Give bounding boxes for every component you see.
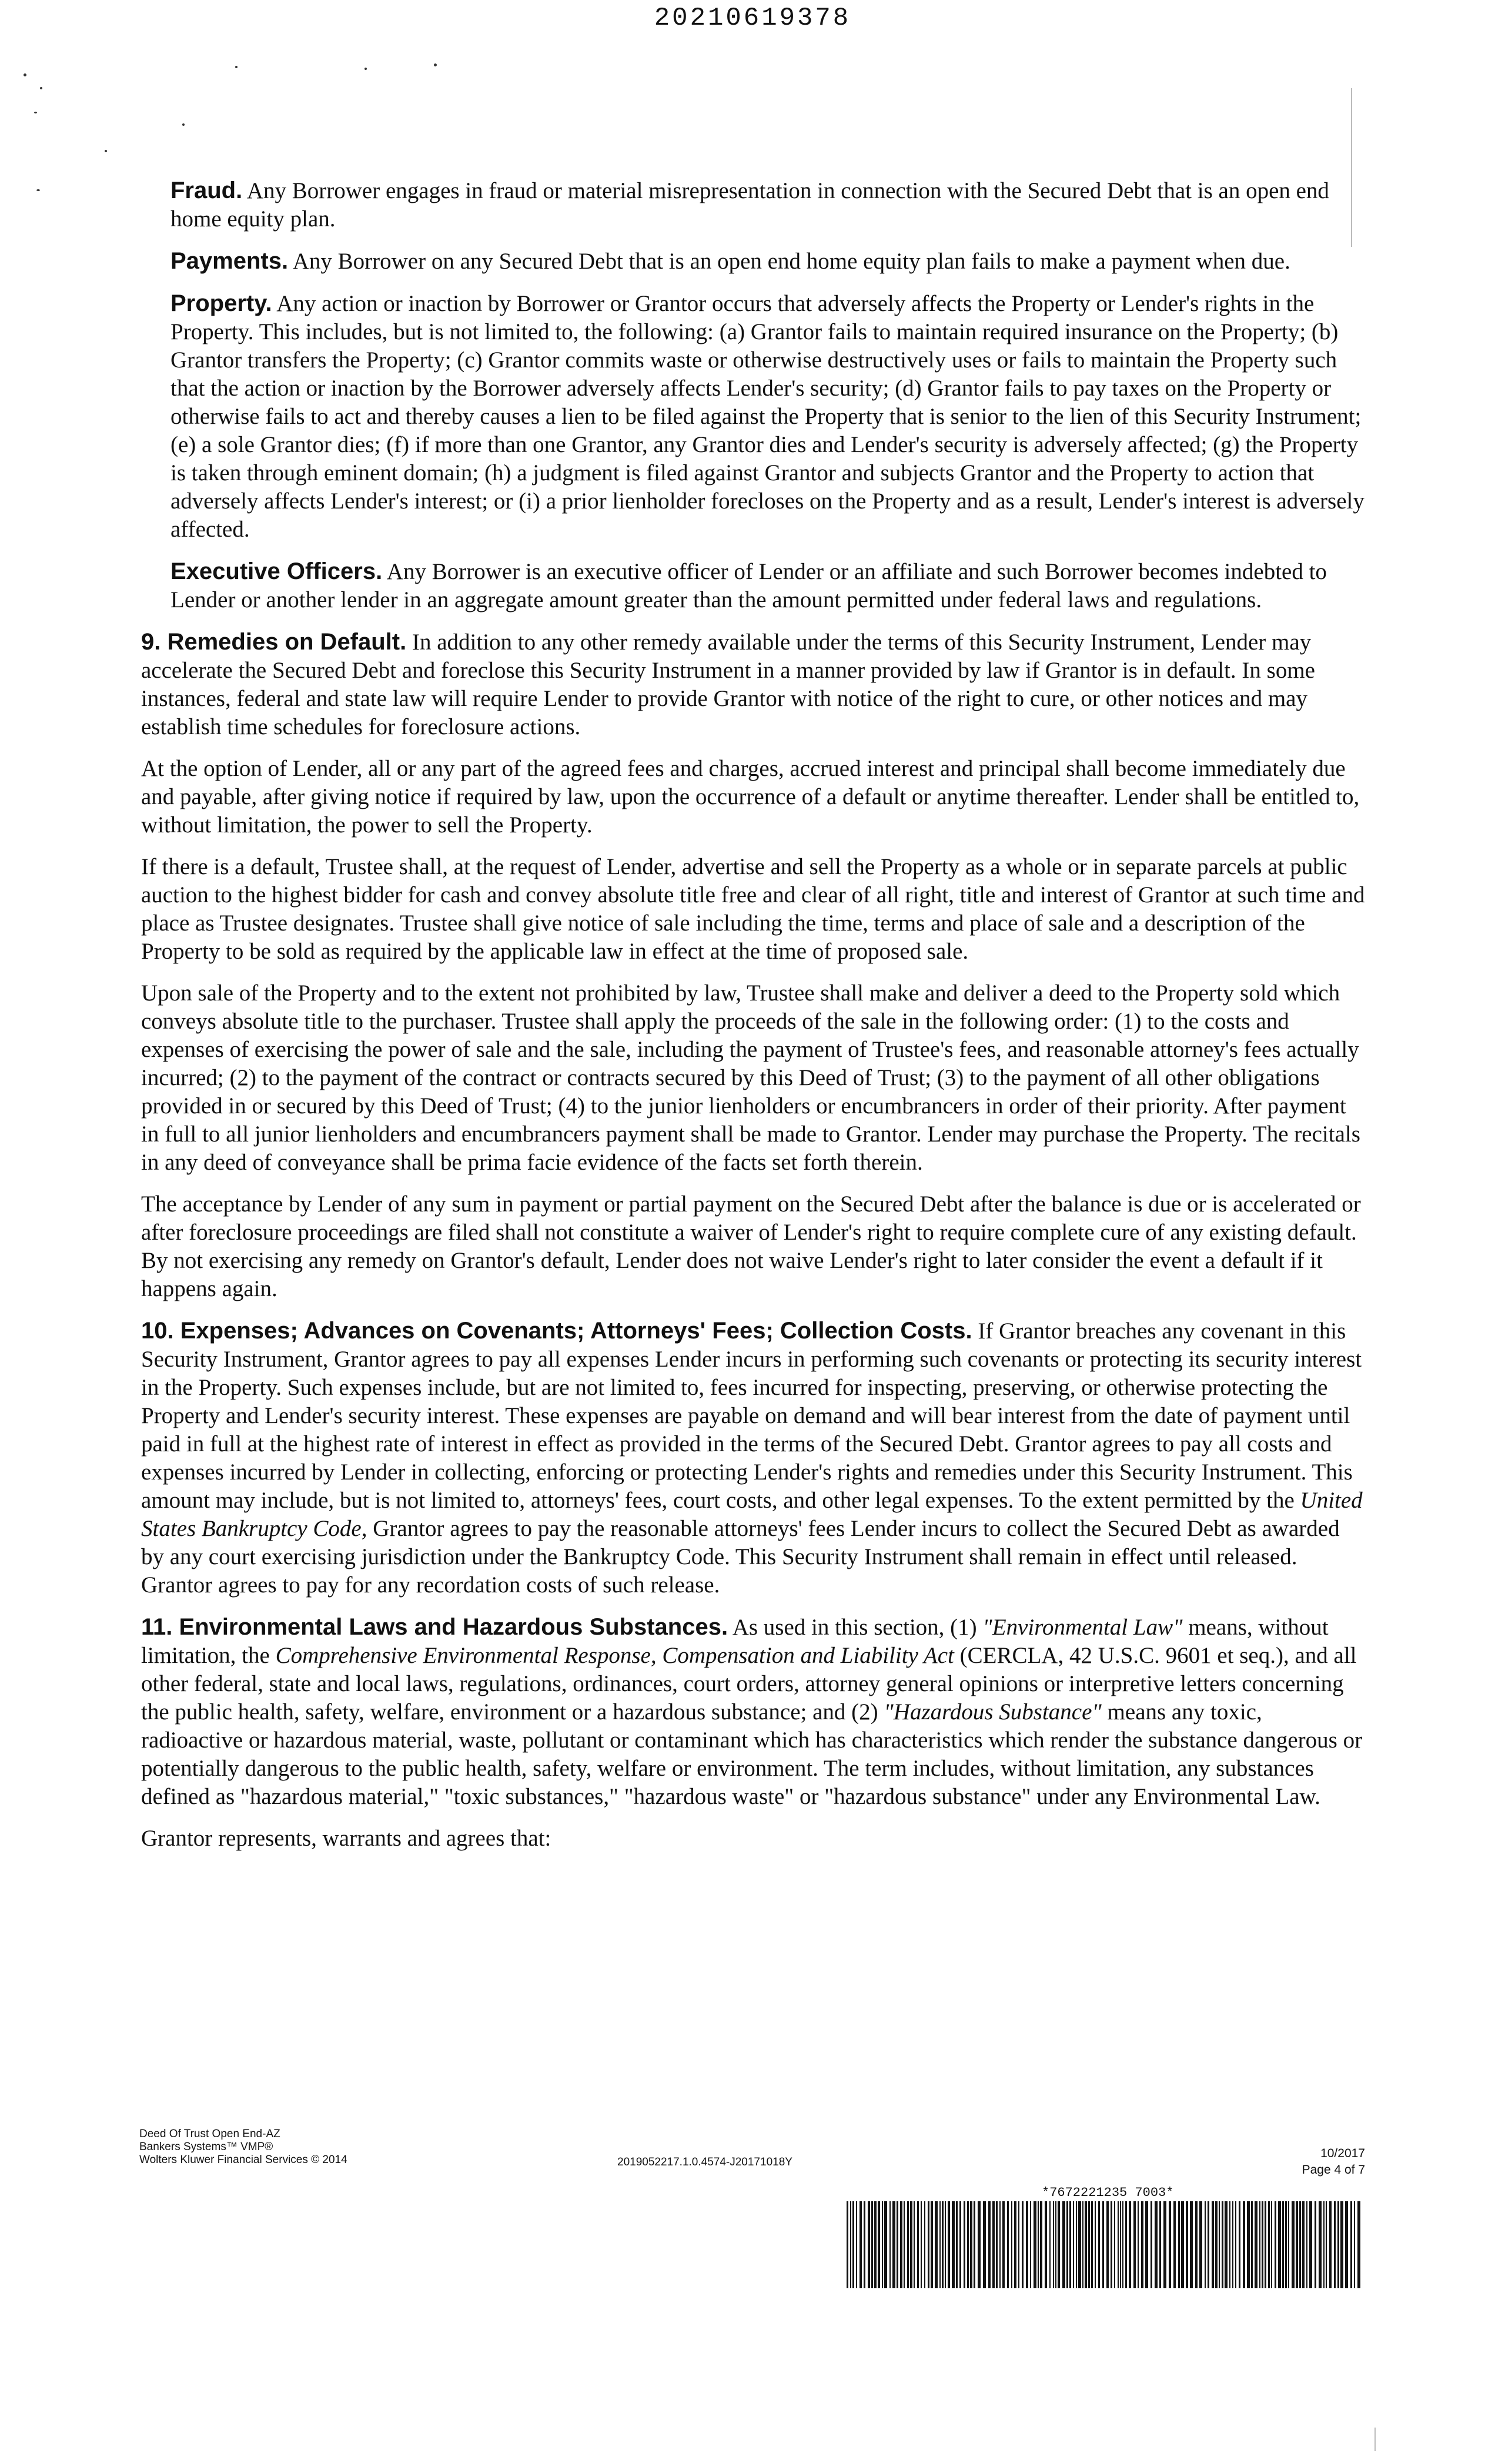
barcode-bar [935, 2201, 938, 2288]
recording-number: 20210619378 [654, 4, 851, 33]
barcode-bar [1088, 2201, 1090, 2288]
barcode-bar [1098, 2201, 1100, 2288]
section-text: Any Borrower engages in fraud or material misrepresentation in connection with the Secured Debt that is an open end home equity plan. [170, 178, 1329, 232]
barcode-bar [1078, 2201, 1081, 2288]
section-heading: 11. Environmental Laws and Hazardous Substances. [141, 1614, 728, 1640]
barcode-bar [874, 2201, 877, 2288]
barcode-bar [1288, 2201, 1289, 2288]
barcode-bar [1199, 2201, 1202, 2288]
barcode-bar [1073, 2201, 1074, 2288]
barcode-bar [1069, 2201, 1071, 2288]
barcode-bar [1190, 2201, 1193, 2288]
scan-speck [24, 73, 26, 76]
footer-doc-code: 2019052217.1.0.4574-J20171018Y [617, 2156, 792, 2168]
barcode-bar [1133, 2201, 1136, 2288]
barcode-bar [1345, 2201, 1348, 2288]
barcode-bar [1319, 2201, 1322, 2288]
barcode-bar [1262, 2201, 1263, 2288]
paragraph-text: At the option of Lender, all or any part of the agreed fees and charges, accrued interest and principal shall become immediately due and payable, after giving notice if required by law, upon the occurrence of a default or anytime thereafter. Lender shall be entitled to, without limitation, the power to sell the Property. [141, 756, 1360, 838]
barcode-bar [1040, 2201, 1042, 2288]
scan-speck [364, 68, 367, 70]
barcode-bar [1038, 2201, 1039, 2288]
barcode-bar [1326, 2201, 1327, 2288]
barcode-bar [1026, 2201, 1028, 2288]
barcode-bar [988, 2201, 991, 2288]
barcode-bar [850, 2201, 851, 2288]
paragraph-grantor-represents [141, 1824, 1367, 1853]
barcode-bar [1095, 2201, 1096, 2288]
barcode-bar [931, 2201, 933, 2288]
scan-speck [434, 63, 437, 66]
barcode-bar [939, 2201, 941, 2288]
section-text: (CERCLA, 42 U.S.C. 9601 et seq.), and all other federal, state and local laws, regulations, ordinances, court orders, attorney general opinions or interpretive letters concerning the public health, safety, welfare, environment or a hazardous substance; and (2) [141, 1643, 1357, 1725]
barcode-bar [1151, 2201, 1152, 2288]
barcode-bar [892, 2201, 895, 2288]
barcode-bar [1340, 2201, 1343, 2288]
barcode-bar [1357, 2201, 1360, 2288]
footer-publisher: Bankers Systems™ VMP® [139, 2141, 273, 2153]
section-text-italic: Comprehensive Environmental Response, Compensation and Liability Act [275, 1643, 954, 1668]
barcode-bar [1102, 2201, 1104, 2288]
footer-form-name: Deed Of Trust Open End-AZ [139, 2128, 280, 2140]
barcode-bar [884, 2201, 887, 2288]
barcode-bar [1118, 2201, 1119, 2288]
barcode-bar [942, 2201, 944, 2288]
section-text: Grantor agrees to pay the reasonable attorneys' fees Lender incurs to collect the Secured Debt as awarded by any court exercising jurisdiction under the Bankruptcy Code. This Security Instrument shall remain in effect until released. Grantor agrees to pay for any recordation costs of such release. [141, 1516, 1340, 1598]
footer-page-info [1302, 2145, 1365, 2178]
barcode-bar [847, 2201, 848, 2288]
barcode-bar [868, 2201, 870, 2288]
barcode-bar [1055, 2201, 1056, 2288]
barcode-bar [1354, 2201, 1355, 2288]
section-text: Any action or inaction by Borrower or Grantor occurs that adversely affects the Property or Lender's rights in the Property. This includes, but is not limited to, the following: (a) Grantor fails to maintain required insurance on the Property; (b) Grantor transfers the Property; (c) Grantor commits waste or otherwise destructively uses or fails to maintain the Property such that the action or inaction by the Borrower adversely affects Lender's security; (d) Grantor fails to pay taxes on the Property or otherwise fails to act and thereby causes a lien to be filed against the Property that is senior to the lien of this Security Instrument; (e) a sole Grantor dies; (f) if more than one Grantor, any Grantor dies and Lender's security is adversely affected; (g) the Property is taken through eminent domain; (h) a judgment is filed against Grantor and subjects Grantor and the Property to action that adversely affects Lender's interest; or (i) a prior lienholder forecloses on the Property and as a result, Lender's interest is adversely affected. [170, 291, 1364, 542]
barcode-bar [1337, 2201, 1339, 2288]
section-executive-officers [170, 557, 1367, 614]
paragraph-option-of-lender [141, 755, 1367, 839]
barcode-bar [1208, 2201, 1209, 2288]
barcode-bar [945, 2201, 946, 2288]
barcode-bar [1247, 2201, 1250, 2288]
barcode-bar [1296, 2201, 1298, 2288]
section-heading: Fraud. [170, 178, 243, 203]
barcode-bar [1178, 2201, 1180, 2288]
barcode [847, 2201, 1364, 2288]
barcode-bar [856, 2201, 857, 2288]
barcode-bar [970, 2201, 972, 2288]
scan-speck [235, 66, 238, 68]
barcode-bar [878, 2201, 880, 2288]
barcode-bar [1306, 2201, 1307, 2288]
barcode-bar [967, 2201, 969, 2288]
barcode-bar [948, 2201, 950, 2288]
section-text: In addition to any other remedy available under the terms of this Security Instrument, Lender may accelerate the Secured Debt and foreclose this Security Instrument in a manner provided by law if Grantor is in default. In some instances, federal and state law will require Lender to provide Grantor with notice of the right to cure, or other notices and may establish time schedules for foreclosure actions. [141, 630, 1315, 739]
section-heading: 10. Expenses; Advances on Covenants; Attorneys' Fees; Collection Costs. [141, 1318, 972, 1344]
barcode-bar [1062, 2201, 1065, 2288]
barcode-bar [1251, 2201, 1253, 2288]
barcode-bar [910, 2201, 912, 2288]
barcode-bar [1309, 2201, 1312, 2288]
scan-speck [105, 150, 107, 152]
footer-copyright: Wolters Kluwer Financial Services © 2014 [139, 2154, 347, 2166]
barcode-bar [999, 2201, 1001, 2288]
barcode-bar [1232, 2201, 1233, 2288]
barcode-bar [1114, 2201, 1115, 2288]
section-text: Any Borrower on any Secured Debt that is an open end home equity plan fails to make a payment when due. [292, 249, 1290, 274]
barcode-bar [1145, 2201, 1148, 2288]
barcode-bar [1053, 2201, 1054, 2288]
section-payments [170, 247, 1367, 276]
section-heading: Property. [170, 290, 272, 316]
barcode-bar [907, 2201, 909, 2288]
barcode-bar [921, 2201, 922, 2288]
barcode-bar [978, 2201, 981, 2288]
footer-revision: 10/2017 [1320, 2147, 1365, 2160]
barcode-bar [889, 2201, 891, 2288]
barcode-bar [1275, 2201, 1276, 2288]
section-text: As used in this section, (1) [732, 1615, 977, 1640]
barcode-bar [1195, 2201, 1198, 2288]
barcode-bar [1315, 2201, 1316, 2288]
paragraph-text: If there is a default, Trustee shall, at the request of Lender, advertise and sell the Property as a whole or in separate parcels at public auction to the highest bidder for cash and convey absolute title free and clear of all right, title and interest of Grantor at such time and place as Trustee designates. Trustee shall give notice of sale including the time, terms and place of sale and a description of the Property to be sold as required by the applicable law in effect at the time of proposed sale. [141, 854, 1365, 964]
barcode-bar [956, 2201, 958, 2288]
section-property [170, 289, 1367, 544]
barcode-bar [1125, 2201, 1127, 2288]
footer-page-number: Page 4 of 7 [1302, 2163, 1365, 2177]
document-body [141, 176, 1367, 1866]
barcode-bar [1111, 2201, 1112, 2288]
barcode-bar [1186, 2201, 1188, 2288]
barcode-bar [1163, 2201, 1166, 2288]
barcode-bar [1058, 2201, 1060, 2288]
barcode-bar [1022, 2201, 1024, 2288]
barcode-bar [1265, 2201, 1266, 2288]
barcode-bar [1255, 2201, 1257, 2288]
barcode-bar [917, 2201, 919, 2288]
section-text: If Grantor breaches any covenant in this Security Instrument, Grantor agrees to pay all expenses Lender incurs in performing such covenants or protecting its security interest in the Property. Such expenses include, but are not limited to, fees incurred for inspecting, preserving, or otherwise protecting the Property and Lender's security interest. These expenses are payable on demand and will bear interest from the date of payment until paid in full at the highest rate of interest in effect as provided in the terms of the Secured Debt. Grantor agrees to pay all costs and expenses incurred by Lender in collecting, enforcing or protecting Lender's rights and remedies under this Security Instrument. This amount may include, but is not limited to, attorneys' fees, court costs, and other legal expenses. To the extent permitted by the [141, 1318, 1362, 1513]
barcode-bar [859, 2201, 862, 2288]
scan-speck [34, 112, 37, 113]
barcode-bar [1138, 2201, 1139, 2288]
section-heading: Payments. [170, 248, 289, 274]
barcode-bar [983, 2201, 986, 2288]
barcode-text: *7672221235 7003* [1039, 2185, 1176, 2200]
barcode-bar [1049, 2201, 1051, 2288]
barcode-bar [1066, 2201, 1068, 2288]
section-text: means any toxic, radioactive or hazardous material, waste, pollutant or contaminant which has characteristics which render the substance dangerous or potentially dangerous to the public health, safety, welfare or environment. The term includes, without limitation, any substances defined as "hazardous material," "toxic substances," "hazardous waste" or "hazardous substance" under any Environmental Law. [141, 1699, 1363, 1809]
section-heading: 9. Remedies on Default. [141, 629, 407, 655]
barcode-bar [1155, 2201, 1158, 2288]
section-text-italic: United States Bankruptcy Code, [141, 1488, 1363, 1541]
barcode-bar [1212, 2201, 1214, 2288]
scan-edge-line [1374, 2428, 1376, 2451]
barcode-bar [1271, 2201, 1272, 2288]
barcode-bar [1159, 2201, 1161, 2288]
barcode-bar [1268, 2201, 1270, 2288]
barcode-bar [1205, 2201, 1206, 2288]
barcode-bar [959, 2201, 961, 2288]
paragraph-proceeds-of-sale [141, 979, 1367, 1177]
section-expenses [141, 1317, 1367, 1599]
barcode-bar [864, 2201, 865, 2288]
barcode-bar [1278, 2201, 1281, 2288]
section-text: Any Borrower is an executive officer of Lender or an affiliate and such Borrower becomes indebted to Lender or another lender in an aggregate amount greater than the amount permitted under federal laws and regulations. [170, 559, 1327, 612]
barcode-bar [1169, 2201, 1171, 2288]
barcode-bar [914, 2201, 915, 2288]
paragraph-text: Upon sale of the Property and to the extent not prohibited by law, Trustee shall make and deliver a deed to the Property sold which conveys absolute title to the purchaser. Trustee shall apply the proceeds of the sale in the following order: (1) to the costs and expenses of exercising the power of sale and the sale, including the payment of Trustee's fees, and reasonable attorney's fees actually incurred; (2) to the payment of the contract or contracts secured by this Deed of Trust; (3) to the payment of all other obligations provided in or secured by this Deed of Trust; (4) to the junior lienholders or encumbrancers in order of their priority. After payment in full to all junior lienholders and encumbrancers payment shall be made to Grantor. Lender may purchase the Property. The recitals in any deed of conveyance shall be prima facie evidence of the facts set forth therein. [141, 980, 1360, 1175]
barcode-bar [1229, 2201, 1230, 2288]
paragraph-acceptance-waiver [141, 1190, 1367, 1303]
barcode-bar [1350, 2201, 1352, 2288]
barcode-bar [1323, 2201, 1325, 2288]
barcode-bar [1282, 2201, 1284, 2288]
barcode-bar [897, 2201, 898, 2288]
footer-form-info [139, 2128, 347, 2167]
barcode-bar [1030, 2201, 1031, 2288]
barcode-bar [928, 2201, 929, 2288]
barcode-bar [1302, 2201, 1305, 2288]
barcode-bar [1018, 2201, 1019, 2288]
barcode-bar [1259, 2201, 1260, 2288]
scan-speck [40, 87, 42, 89]
barcode-bar [871, 2201, 873, 2288]
barcode-bar [1334, 2201, 1336, 2288]
barcode-bar [1181, 2201, 1184, 2288]
barcode-bar [904, 2201, 905, 2288]
barcode-bar [1243, 2201, 1245, 2288]
barcode-bar [992, 2201, 995, 2288]
barcode-bar [996, 2201, 998, 2288]
section-remedies-on-default [141, 628, 1367, 741]
section-text-italic: "Hazardous Substance" [884, 1699, 1102, 1725]
barcode-bar [1091, 2201, 1093, 2288]
barcode-bar [1045, 2201, 1047, 2288]
paragraph-text: The acceptance by Lender of any sum in payment or partial payment on the Secured Debt after the balance is due or is accelerated or after foreclosure proceedings are filed shall not constitute a waiver of Lender's right to require complete cure of any existing default. By not exercising any remedy on Grantor's default, Lender does not waive Lender's right to later consider the event a default if it happens again. [141, 1191, 1361, 1301]
barcode-bar [1173, 2201, 1176, 2288]
barcode-bar [1219, 2201, 1220, 2288]
barcode-bar [1299, 2201, 1301, 2288]
barcode-bar [1329, 2201, 1332, 2288]
barcode-bar [1225, 2201, 1228, 2288]
scan-speck [36, 189, 40, 191]
barcode-bar [964, 2201, 965, 2288]
section-text: means, without limitation, the [141, 1615, 1329, 1668]
barcode-bar [974, 2201, 975, 2288]
section-fraud [170, 176, 1367, 233]
barcode-bar [1222, 2201, 1223, 2288]
barcode-bar [952, 2201, 955, 2288]
barcode-bar [900, 2201, 902, 2288]
barcode-bar [1235, 2201, 1236, 2288]
barcode-bar [1215, 2201, 1218, 2288]
scan-speck [182, 123, 185, 126]
barcode-bar [924, 2201, 925, 2288]
barcode-bar [1002, 2201, 1005, 2288]
barcode-bar [1011, 2201, 1012, 2288]
section-heading: Executive Officers. [170, 558, 383, 584]
barcode-bar [1292, 2201, 1295, 2288]
barcode-bar [1076, 2201, 1077, 2288]
barcode-bar [1122, 2201, 1123, 2288]
paragraph-trustee-sale [141, 853, 1367, 966]
barcode-bar [1106, 2201, 1109, 2288]
section-text-italic: "Environmental Law" [982, 1615, 1183, 1640]
barcode-bar [852, 2201, 854, 2288]
paragraph-text: Grantor represents, warrants and agrees that: [141, 1826, 551, 1851]
barcode-bar [1014, 2201, 1016, 2288]
barcode-bar [1034, 2201, 1036, 2288]
barcode-bar [1239, 2201, 1240, 2288]
barcode-bar [1082, 2201, 1083, 2288]
section-environmental-laws [141, 1613, 1367, 1811]
barcode-bar [1007, 2201, 1009, 2288]
barcode-bar [882, 2201, 883, 2288]
barcode-bar [1120, 2201, 1121, 2288]
barcode-bar [1141, 2201, 1143, 2288]
barcode-bar [1129, 2201, 1131, 2288]
barcode-bar [1285, 2201, 1287, 2288]
barcode-bar [1085, 2201, 1087, 2288]
